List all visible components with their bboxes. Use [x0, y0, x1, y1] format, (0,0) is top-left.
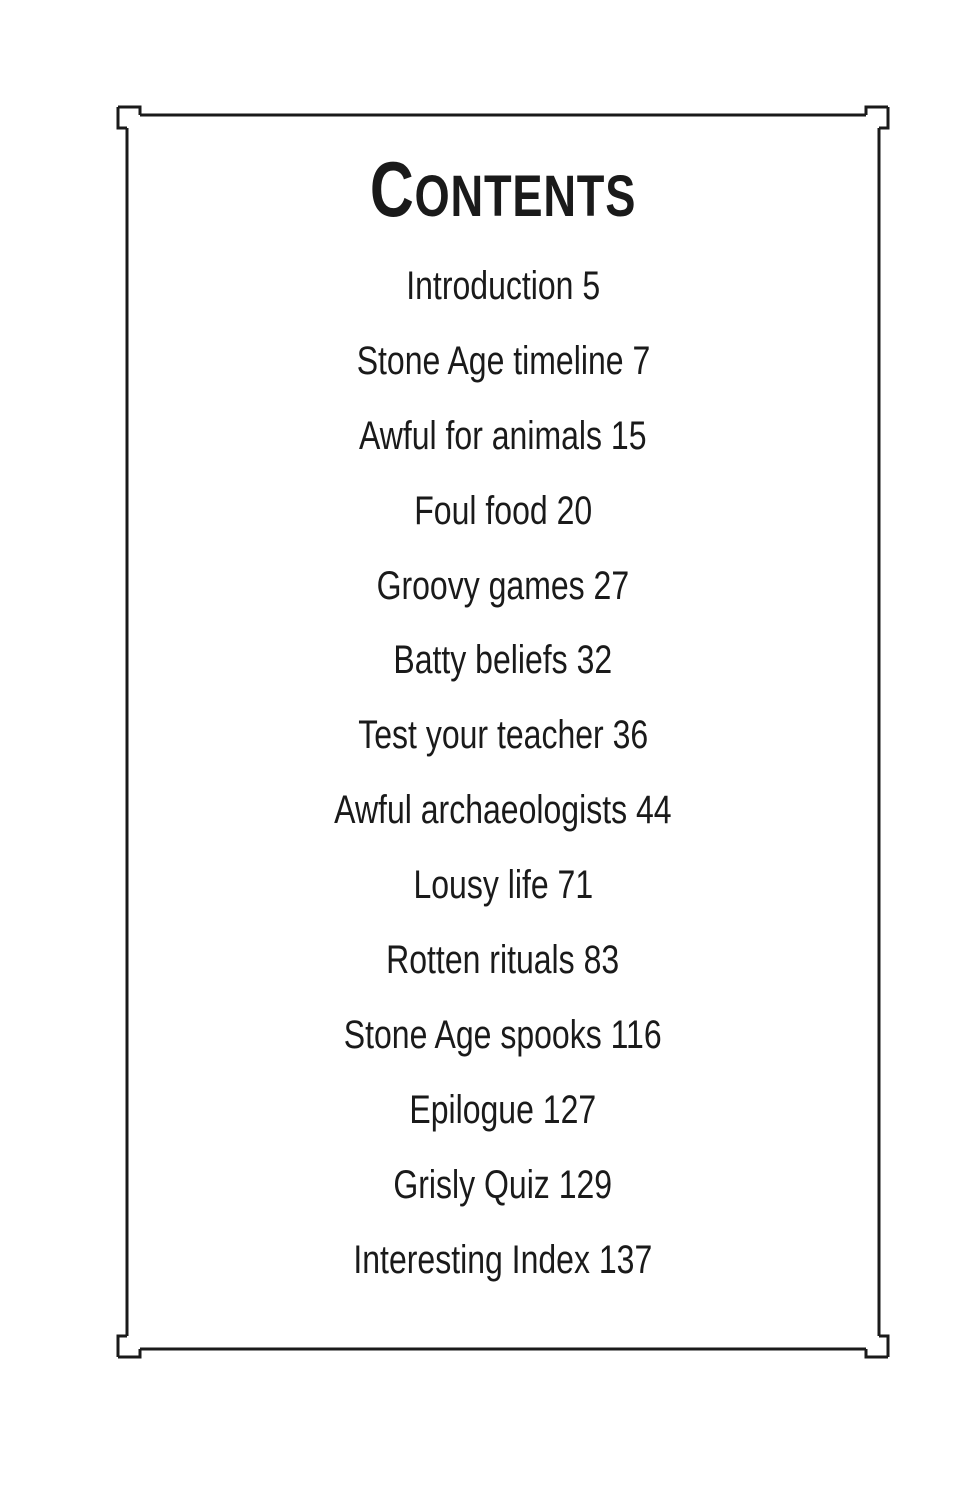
- toc-entry-page-number: 71: [557, 863, 593, 908]
- toc-entry-label: Test your teacher: [358, 713, 604, 758]
- toc-entry: [0, 786, 977, 861]
- toc-entry-page-number: 127: [543, 1087, 597, 1132]
- toc-entry-page-number: 83: [583, 938, 620, 983]
- toc-entry-page-number: 129: [558, 1162, 613, 1207]
- toc-entry: [0, 711, 977, 786]
- toc-entry: [0, 562, 977, 637]
- toc-entry-label: Interesting Index: [353, 1237, 591, 1282]
- toc-entry-text: [358, 711, 648, 759]
- toc-entry: [0, 337, 977, 412]
- toc-entry: [0, 1011, 977, 1086]
- toc-entry-text: [359, 412, 647, 460]
- toc-entry-page-number: 116: [610, 1012, 662, 1057]
- toc-entry-page-number: 32: [576, 638, 613, 683]
- toc-entry-text: [394, 1161, 613, 1209]
- table-of-contents: [0, 262, 977, 1310]
- toc-entry-label: Stone Age timeline: [356, 338, 624, 383]
- toc-entry-page-number: 20: [556, 488, 592, 533]
- toc-entry-label: Introduction: [406, 264, 574, 308]
- toc-entry: [0, 936, 977, 1011]
- toc-entry: [0, 1161, 977, 1236]
- toc-entry: [0, 487, 977, 562]
- toc-entry: [0, 1086, 977, 1161]
- toc-entry-page-number: 36: [612, 713, 648, 758]
- toc-entry-text: [413, 861, 593, 909]
- toc-entry-label: Grisly Quiz: [393, 1162, 551, 1207]
- toc-entry-text: [410, 1086, 597, 1134]
- toc-entry-page-number: 27: [593, 563, 630, 608]
- toc-entry-page-number: 137: [599, 1237, 653, 1282]
- toc-entry: [0, 412, 977, 487]
- toc-entry-text: [344, 1011, 662, 1059]
- page-title: [111, 145, 896, 233]
- toc-entry: [0, 636, 977, 711]
- toc-entry-page-number: 44: [636, 788, 672, 833]
- toc-entry-page-number: 5: [582, 264, 600, 308]
- toc-entry-page-number: 7: [631, 338, 650, 383]
- toc-entry: [0, 861, 977, 936]
- page-title-rest: ONTENTS: [414, 164, 637, 229]
- toc-entry-text: [334, 786, 671, 834]
- toc-entry-label: Epilogue: [409, 1087, 535, 1132]
- toc-entry-label: Groovy games: [376, 563, 585, 608]
- toc-entry-label: Rotten rituals: [386, 938, 576, 983]
- toc-entry-text: [377, 562, 630, 610]
- toc-entry-label: Stone Age spooks: [344, 1012, 603, 1057]
- page-title-initial: C: [369, 145, 415, 233]
- toc-entry-text: [406, 262, 600, 310]
- toc-entry-label: Foul food: [414, 488, 548, 533]
- toc-entry-label: Awful archaeologists: [334, 788, 628, 833]
- toc-entry-page-number: 15: [611, 413, 647, 458]
- toc-entry-label: Lousy life: [413, 863, 549, 908]
- toc-entry-label: Awful for animals: [359, 413, 603, 458]
- toc-entry: [0, 262, 977, 337]
- toc-entry-text: [414, 487, 592, 535]
- toc-entry-text: [354, 1236, 653, 1284]
- toc-entry: [0, 1236, 977, 1311]
- toc-entry-text: [386, 936, 619, 984]
- toc-entry-label: Batty beliefs: [393, 638, 568, 683]
- toc-entry-text: [394, 636, 613, 684]
- toc-entry-text: [356, 337, 650, 385]
